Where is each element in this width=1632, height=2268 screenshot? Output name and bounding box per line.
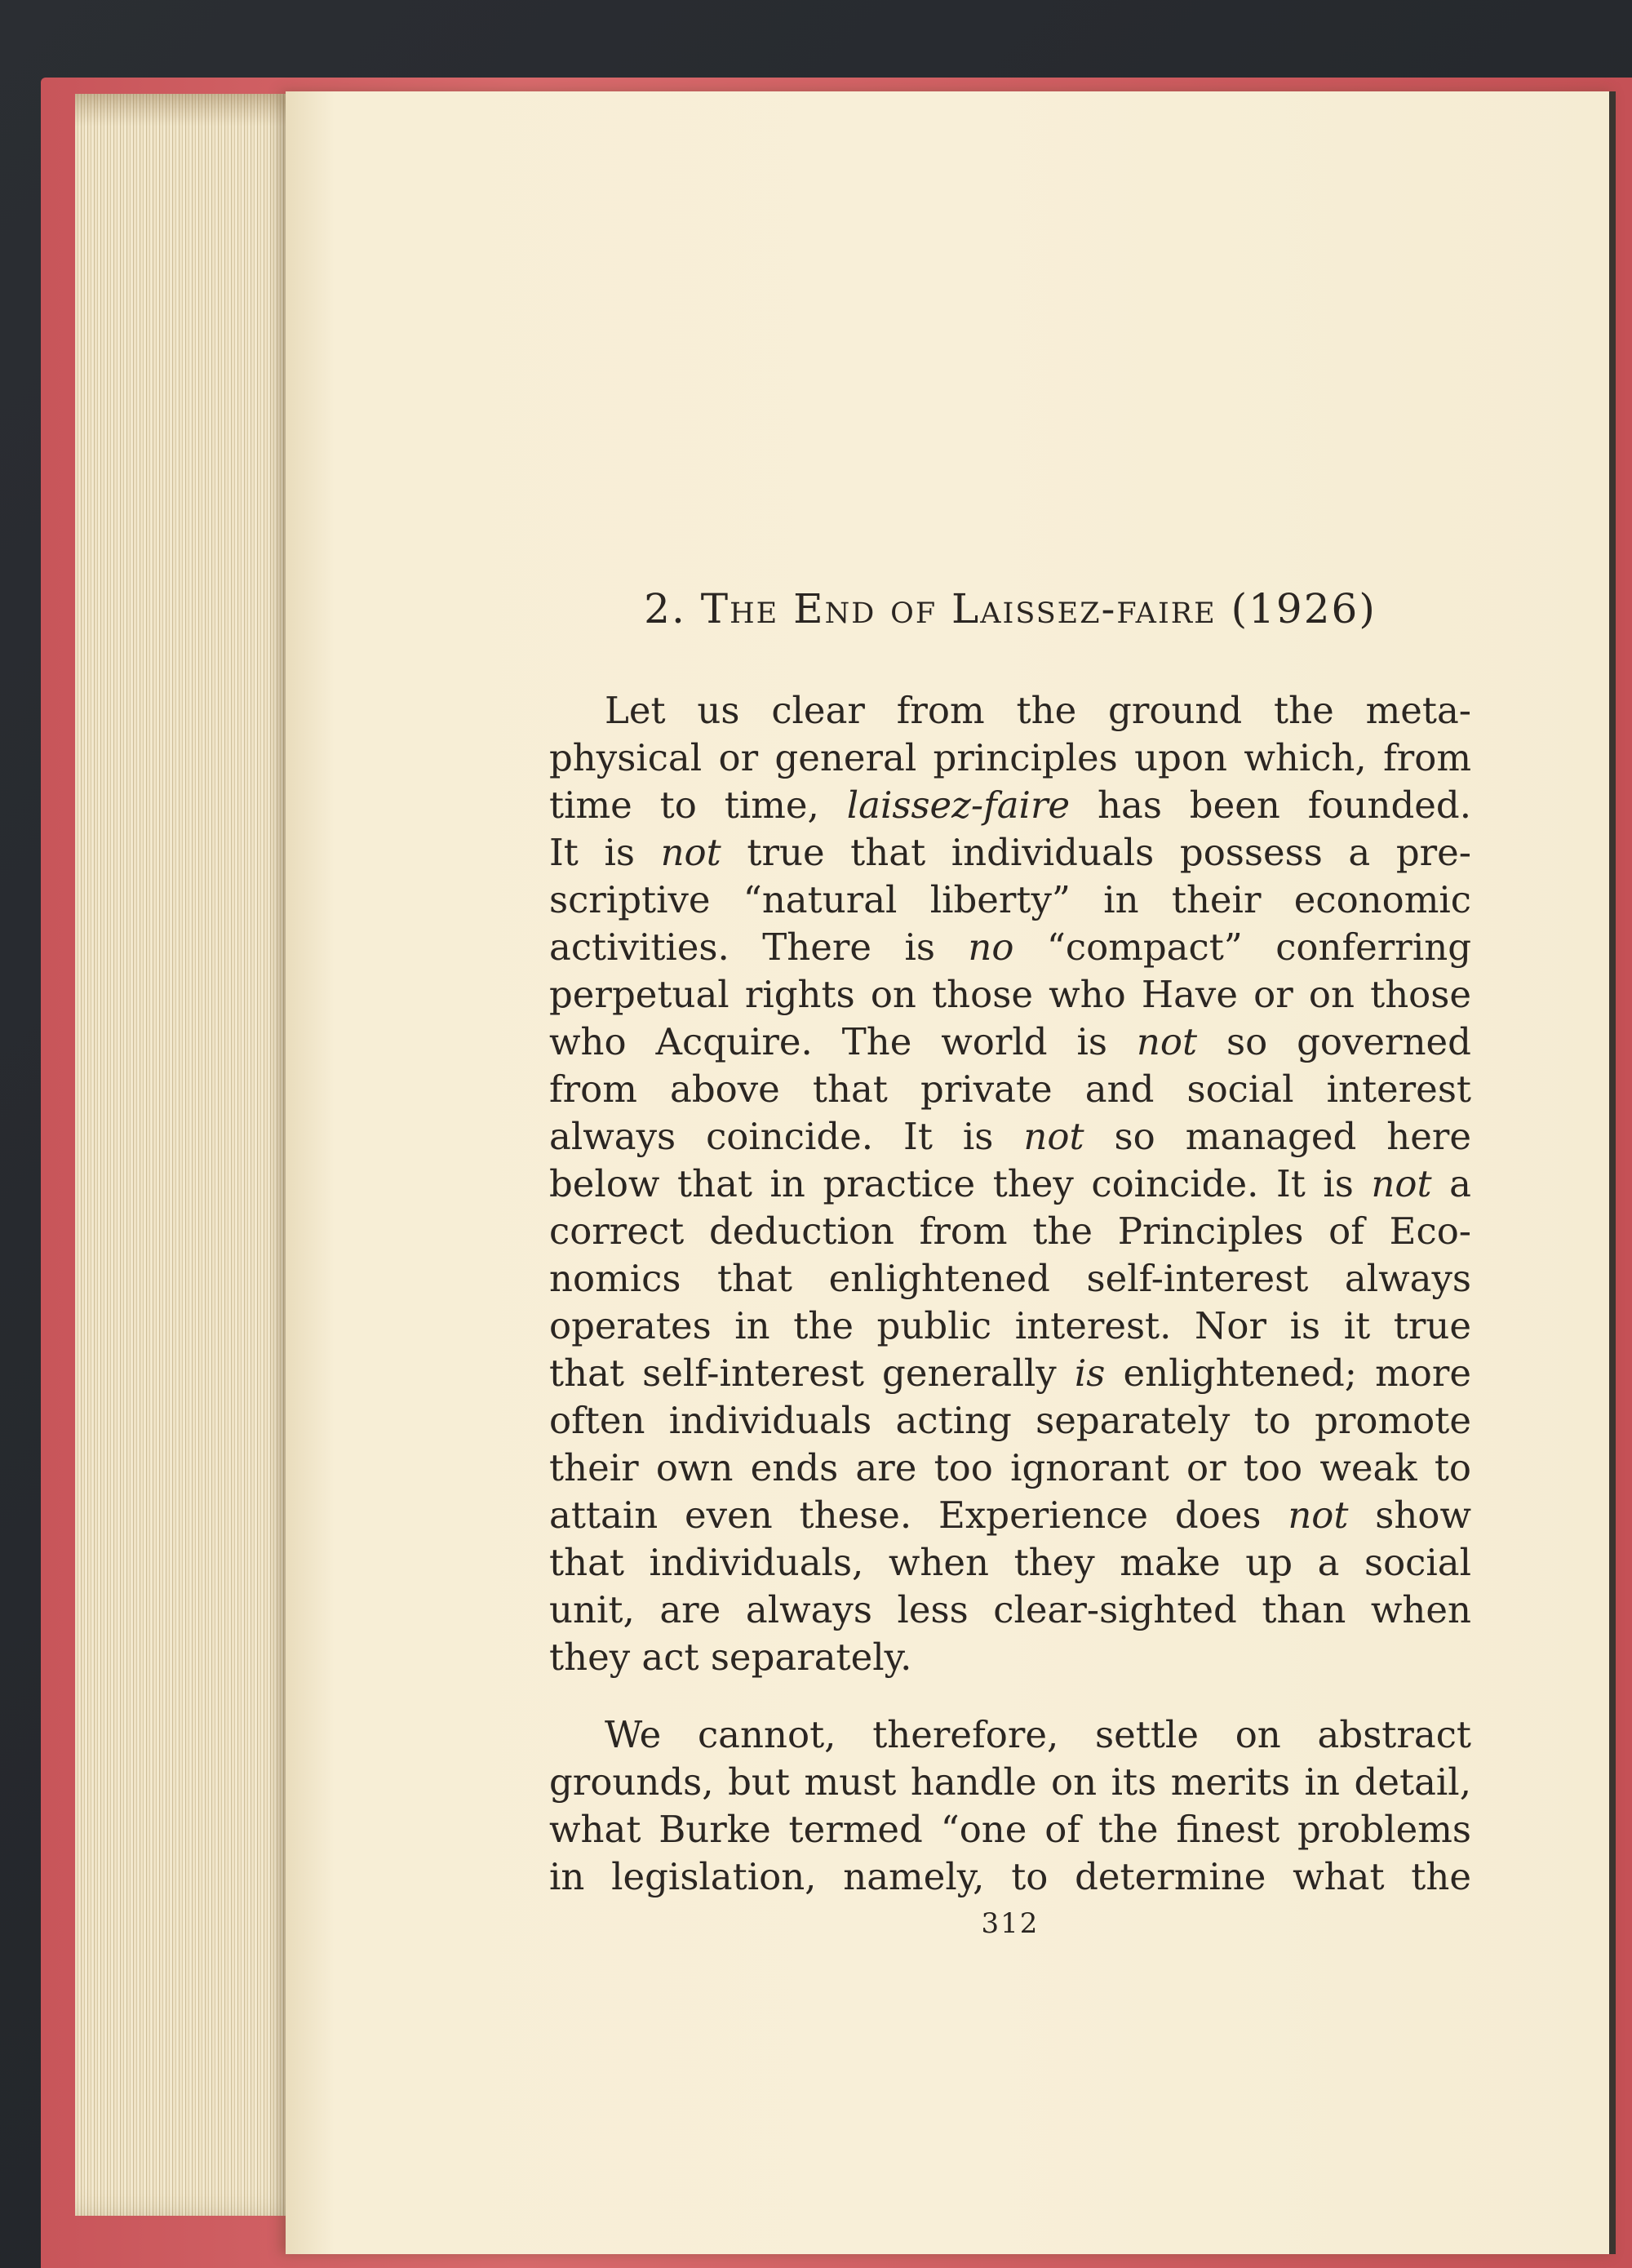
text-line: physical or general principles upon which, from [549,736,1471,779]
text-line: It is not true that individuals possess a pre- [549,831,1471,874]
book-page [286,91,1616,2254]
text-line: below that in practice they coincide. It is not a [549,1162,1471,1205]
text-line: operates in the public interest. Nor is it true [549,1304,1471,1347]
text-line: perpetual rights on those who Have or on those [549,973,1471,1016]
text-line: that self-interest generally is enlightened; more [549,1351,1471,1395]
text-line: they act separately. [549,1636,912,1679]
text-line: their own ends are too ignorant or too weak to [549,1446,1471,1489]
text-line: time to time, laissez-faire has been founded. [549,783,1471,827]
text-line: grounds, but must handle on its merits in detail, [549,1760,1471,1804]
chapter-heading: 2. The End of Laissez-faire (1926) [644,585,1377,632]
text-line: always coincide. It is not so managed here [549,1115,1471,1158]
text-line: who Acquire. The world is not so governed [549,1020,1471,1063]
text-line: activities. There is no “compact” conferring [549,925,1471,969]
page-edges [75,94,304,2216]
text-line: We cannot, therefore, settle on abstract [605,1713,1471,1756]
text-line: in legislation, namely, to determine what the [549,1855,1471,1898]
text-line: unit, are always less clear-sighted than when [549,1588,1471,1631]
text-line: scriptive “natural liberty” in their economic [549,878,1471,921]
text-line: from above that private and social interest [549,1067,1471,1111]
text-line: nomics that enlightened self-interest always [549,1257,1471,1300]
text-line: what Burke termed “one of the finest problems [549,1808,1471,1851]
paragraph-2 [549,1711,1471,1901]
text-line: correct deduction from the Principles of Eco- [549,1209,1471,1253]
text-line: attain even these. Experience does not show [549,1494,1471,1537]
page-number: 312 [981,1907,1040,1940]
text-line: Let us clear from the ground the meta- [605,689,1471,732]
text-line: that individuals, when they make up a social [549,1541,1471,1584]
paragraph-1 [549,687,1471,1681]
text-line: often individuals acting separately to promote [549,1399,1471,1442]
